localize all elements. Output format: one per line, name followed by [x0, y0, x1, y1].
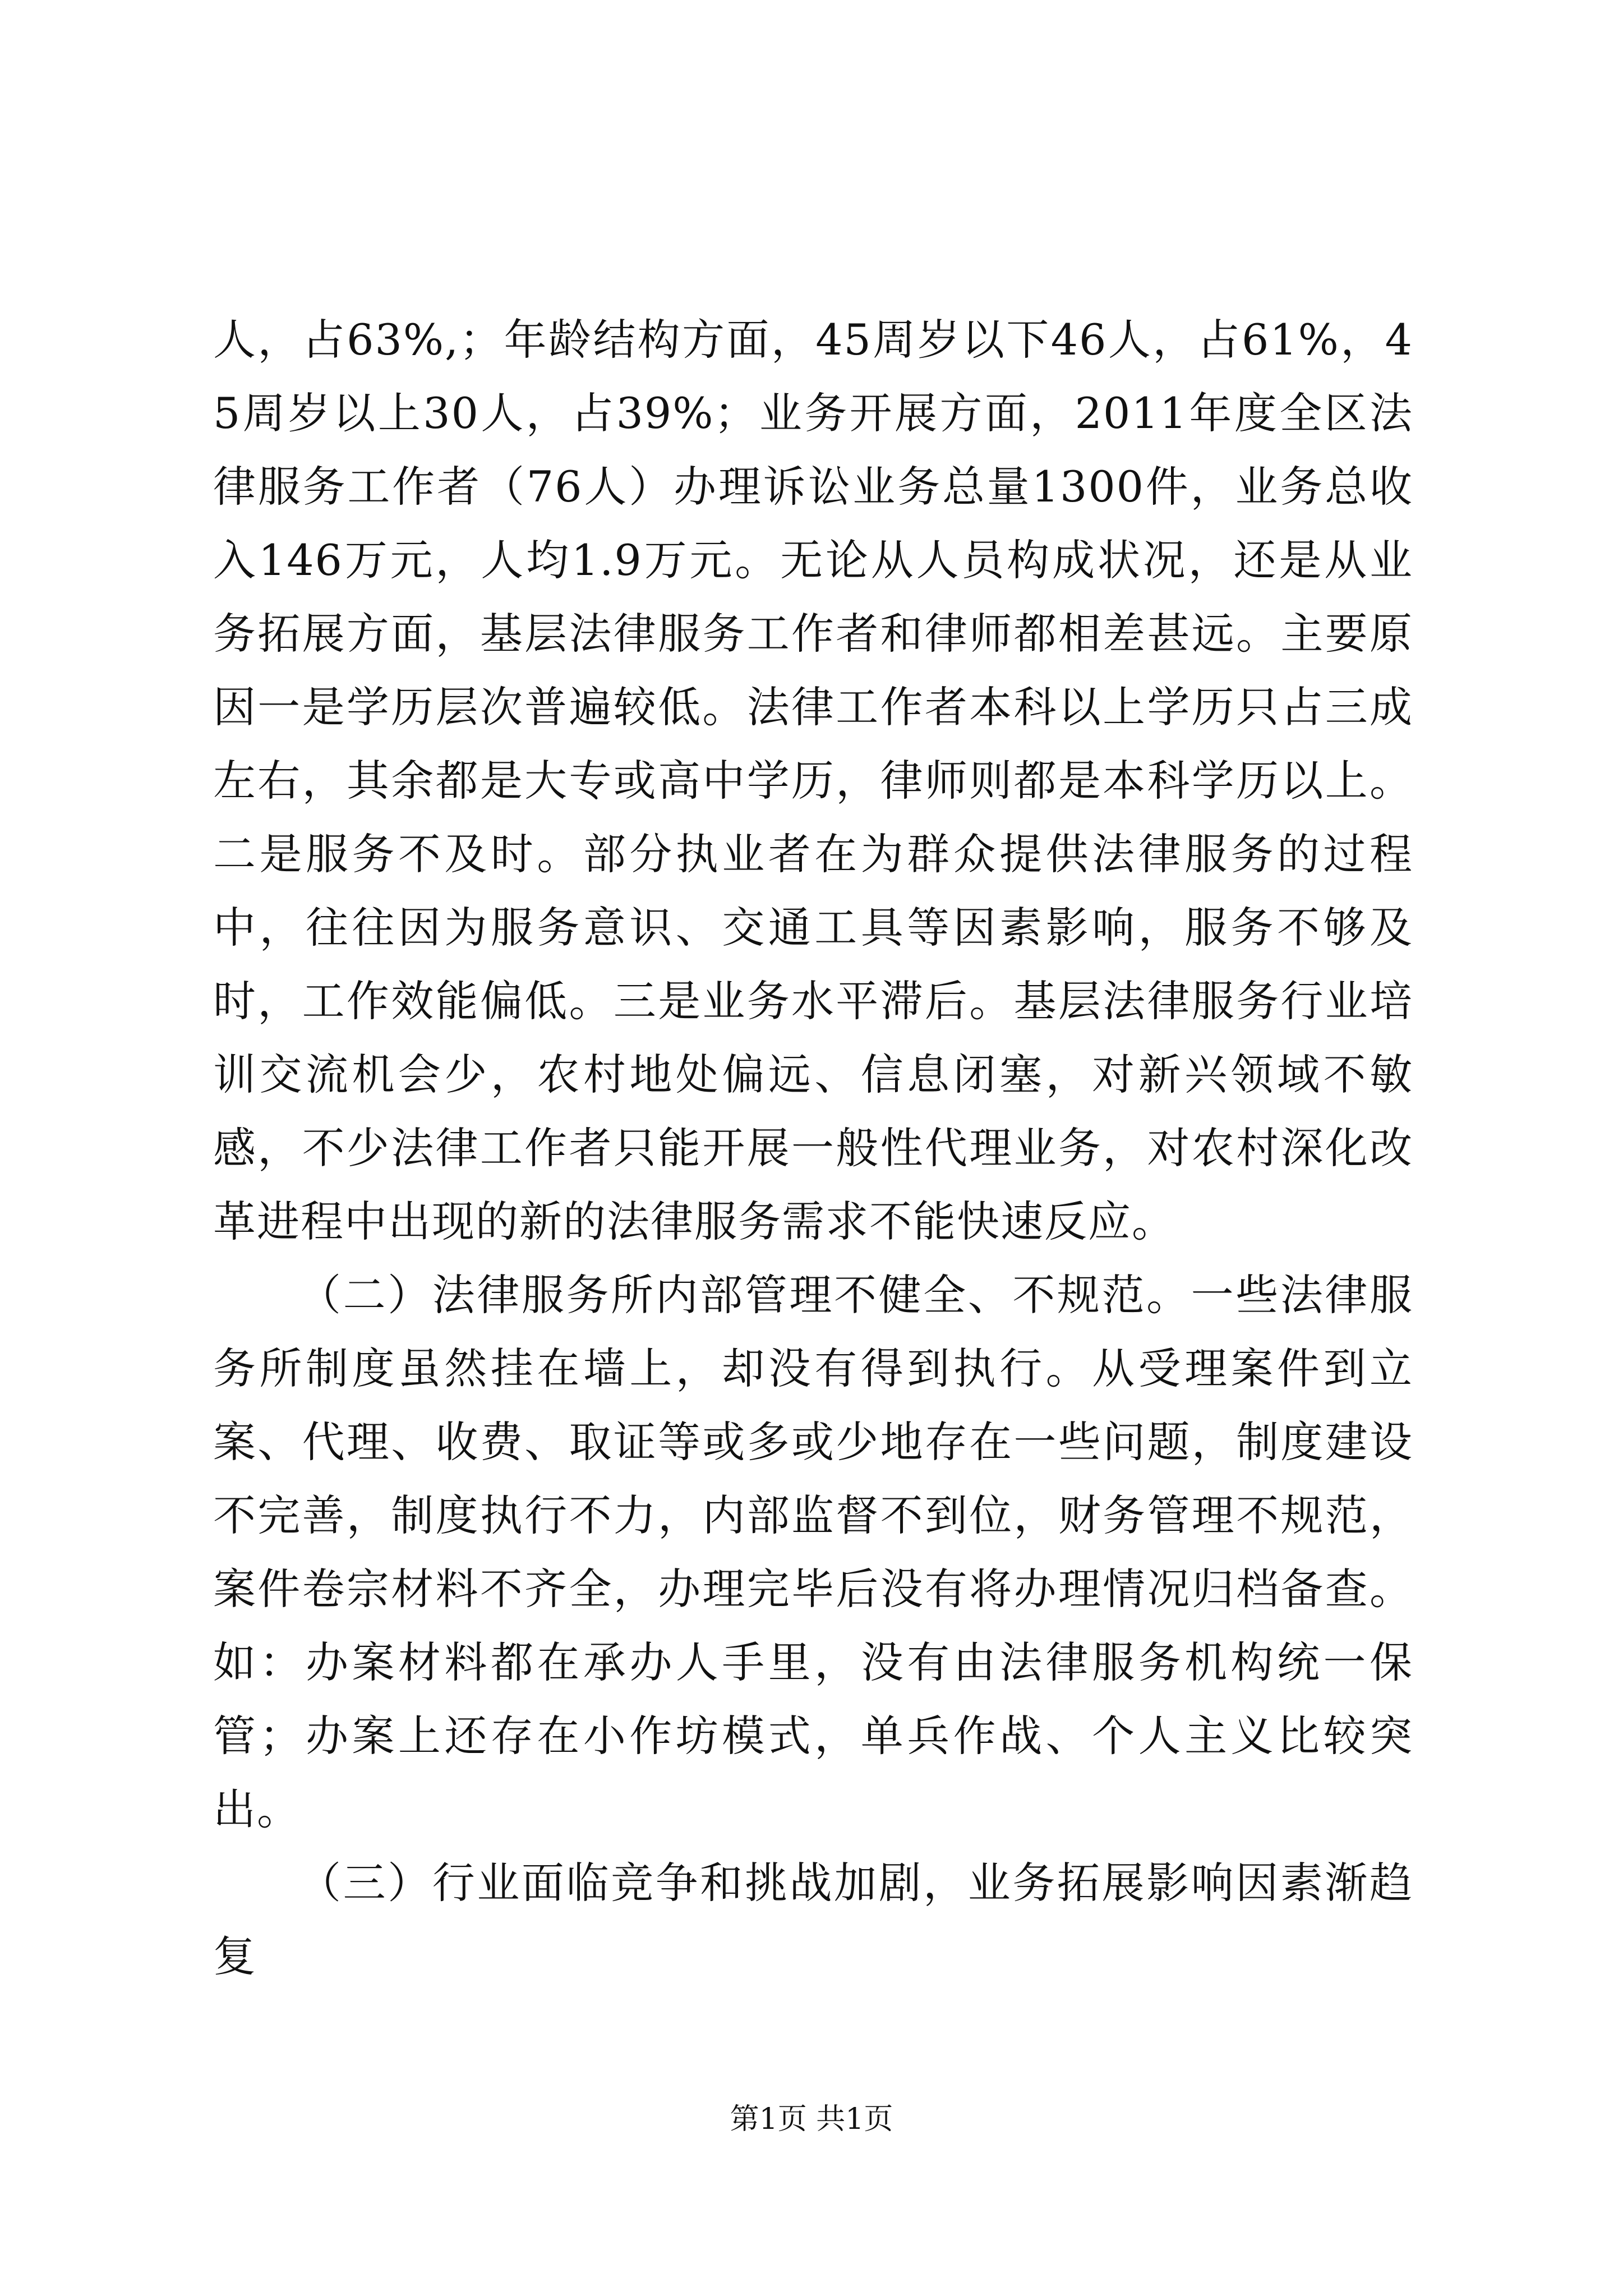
paragraph-competition: （三）行业面临竞争和挑战加剧，业务拓展影响因素渐趋复	[213, 1858, 1413, 1981]
paragraph-statistics: 人，占63%,；年龄结构方面，45周岁以下46人，占61%，45周岁以上30人，占39%；业务开展方面，2011年度全区法律服务工作者（76人）办理诉讼业务总量1300件，业务总收入146万元，人均1.9万元。无论从人员构成状况，还是从业务拓展方面，基层法律服务工作者和律师都相差甚远。主要原因一是学历层次普遍较低。法律工作者本科以上学历只占三成左右，其余都是大专或高中学历，律师则都是本科学历以上。二是服务不及时。部分执业者在为群众提供法律服务的过程中，往往因为服务意识、交通工具等因素影响，服务不够及时，工作效能偏低。三是业务水平滞后。基层法律服务行业培训交流机会少，农村地处偏远、信息闭塞，对新兴领域不敏感，不少法律工作者只能开展一般性代理业务，对农村深化改革进程中出现的新的法律服务需求不能快速反应。	[213, 315, 1413, 1246]
body-text	[213, 303, 1413, 1993]
page-footer: 第1页 共1页	[730, 2102, 893, 2136]
paragraph-internal-management: （二）法律服务所内部管理不健全、不规范。一些法律服务所制度虽然挂在墙上，却没有得到执行。从受理案件到立案、代理、收费、取证等或多或少地存在一些问题，制度建设不完善，制度执行不力，内部监督不到位，财务管理不规范，案件卷宗材料不齐全，办理完毕后没有将办理情况归档备查。如：办案材料都在承办人手里，没有由法律服务机构统一保管；办案上还存在小作坊模式，单兵作战、个人主义比较突出。	[213, 1270, 1413, 1834]
